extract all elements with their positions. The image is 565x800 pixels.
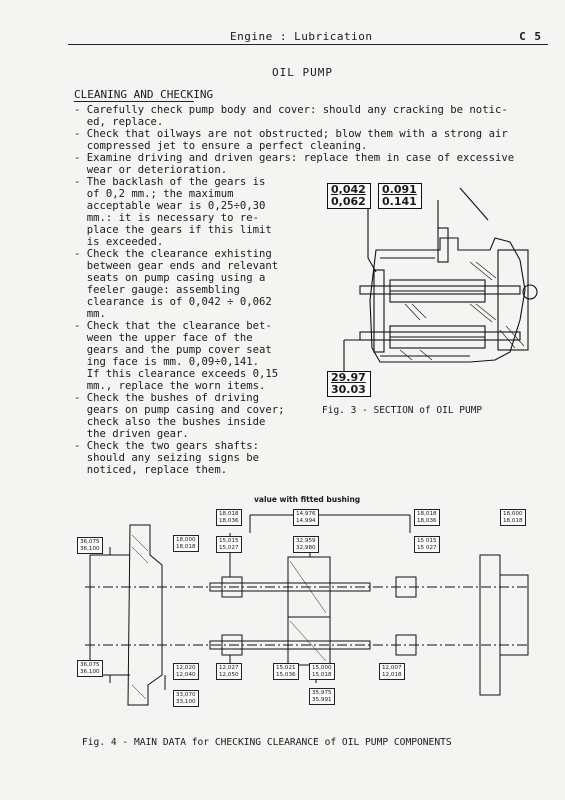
text-line: - Check the bushes of driving [74, 392, 259, 404]
dim-box [216, 663, 242, 680]
dim-value: 35,975 [312, 690, 332, 696]
section-title: OIL PUMP [272, 66, 333, 79]
dim-box [173, 535, 199, 552]
dim-value: 15 015 [417, 538, 437, 544]
box-value: 0.141 [382, 195, 417, 208]
text-line: check also the bushes inside [74, 416, 266, 428]
cleaning-heading-underline [74, 101, 194, 102]
text-line: between gear ends and relevant [74, 260, 279, 272]
text-line: should any seizing signs be [74, 452, 259, 464]
header-title: Engine : Lubrication [230, 30, 373, 43]
dim-value: 18,036 [417, 517, 437, 524]
text-line: If this clearance exceeds 0,15 [74, 368, 279, 380]
dim-box [216, 536, 242, 553]
dim-value: 14,994 [296, 517, 316, 524]
dim-value: 15,021 [276, 665, 296, 671]
dim-value: 18,036 [219, 517, 239, 524]
text-line: wear or deterioration. [74, 164, 228, 176]
dim-box [500, 509, 526, 526]
page-code: C 5 [519, 30, 542, 43]
text-line: place the gears if this limit [74, 224, 272, 236]
dim-box [293, 509, 319, 526]
text-line: acceptable wear is 0,25÷0,30 [74, 200, 266, 212]
text-line: - Check that the clearance bet- [74, 320, 272, 332]
dim-value: 12,018 [382, 671, 402, 678]
box-value: 0.091 [382, 183, 417, 196]
text-line: noticed, replace them. [74, 464, 228, 476]
fig4-components-drawing [70, 495, 540, 720]
text-line: ed, replace. [74, 116, 164, 128]
cleaning-heading: CLEANING AND CHECKING [74, 88, 214, 101]
text-line: - Check the clearance exhisting [74, 248, 272, 260]
dim-value: 18,018 [219, 511, 239, 517]
text-line: clearance is of 0,042 ÷ 0,062 [74, 296, 272, 308]
text-line: the driven gear. [74, 428, 189, 440]
fig3-section-drawing [320, 180, 560, 400]
dim-box [173, 663, 199, 680]
dim-value: 12,050 [219, 671, 239, 678]
dim-box [309, 663, 335, 680]
dim-box [309, 688, 335, 705]
dim-box [273, 663, 299, 680]
text-line: mm.: it is necessary to re- [74, 212, 259, 224]
text-line: gears and the pump cover seat [74, 344, 272, 356]
dim-box [77, 660, 103, 677]
dim-value: 33,100 [176, 698, 196, 705]
dim-value: 15,027 [219, 544, 239, 551]
dimension-box-gear-width [327, 371, 371, 397]
clearance-box-gear-ends [327, 183, 371, 209]
text-line: mm. [74, 308, 106, 320]
text-line: - Examine driving and driven gears: replace them in case of excessive [74, 152, 515, 164]
dim-box [379, 663, 405, 680]
dim-value: 35,991 [312, 696, 332, 703]
box-value: 30.03 [331, 383, 366, 396]
dim-value: 12,020 [176, 665, 196, 671]
text-line: ween the upper face of the [74, 332, 253, 344]
text-line: of 0,2 mm.; the maximum [74, 188, 234, 200]
dim-value: 12,040 [176, 671, 196, 678]
clearance-box-cover-face [378, 183, 422, 209]
dim-value: 15,036 [276, 671, 296, 678]
dim-value: 36,075 [80, 662, 100, 668]
text-line: ing face is mm. 0,09÷0,141. [74, 356, 259, 368]
box-value: 0,062 [331, 195, 366, 208]
dim-box [216, 509, 242, 526]
dim-box [293, 536, 319, 553]
dim-value: 15,018 [312, 671, 332, 678]
dim-value: 18,018 [417, 511, 437, 517]
box-value: 0,042 [331, 183, 366, 196]
dim-box [173, 690, 199, 707]
dim-value: 12,027 [219, 665, 239, 671]
dim-value: 18,018 [176, 543, 196, 550]
dim-box [414, 509, 440, 526]
dim-value: 32,959 [296, 538, 316, 544]
dim-value: 18,000 [503, 511, 523, 517]
dim-value: 36,075 [80, 539, 100, 545]
text-line: - Check the two gears shafts: [74, 440, 259, 452]
dim-value: 18,018 [503, 517, 523, 524]
dim-value: 15,015 [219, 538, 239, 544]
text-line: gears on pump casing and cover; [74, 404, 285, 416]
text-line: - Check that oilways are not obstructed; blow them with a strong air [74, 128, 508, 140]
dim-value: 12,007 [382, 665, 402, 671]
dim-value: 36,100 [80, 668, 100, 675]
box-value: 29.97 [331, 371, 366, 384]
fig4-caption: Fig. 4 - MAIN DATA for CHECKING CLEARANCE of OIL PUMP COMPONENTS [82, 737, 452, 748]
text-line: feeler gauge: assembling [74, 284, 240, 296]
dim-value: 36,100 [80, 545, 100, 552]
text-line: compressed jet to ensure a perfect cleaning. [74, 140, 368, 152]
text-line: seats on pump casing using a [74, 272, 266, 284]
fig3-caption: Fig. 3 - SECTION of OIL PUMP [322, 405, 483, 416]
dim-value: 33,070 [176, 692, 196, 698]
fitted-bushing-label: value with fitted bushing [254, 495, 361, 504]
dim-value: 15,000 [312, 665, 332, 671]
text-line: mm., replace the worn items. [74, 380, 266, 392]
text-line: - Carefully check pump body and cover: should any cracking be notic- [74, 104, 508, 116]
dim-value: 15 027 [417, 544, 437, 551]
dim-box [77, 537, 103, 554]
dim-value: 18,000 [176, 537, 196, 543]
header-rule [68, 44, 548, 45]
text-line: - The backlash of the gears is [74, 176, 266, 188]
text-line: is exceeded. [74, 236, 164, 248]
dim-box [414, 536, 440, 553]
dim-value: 32,980 [296, 544, 316, 551]
dim-value: 14,976 [296, 511, 316, 517]
